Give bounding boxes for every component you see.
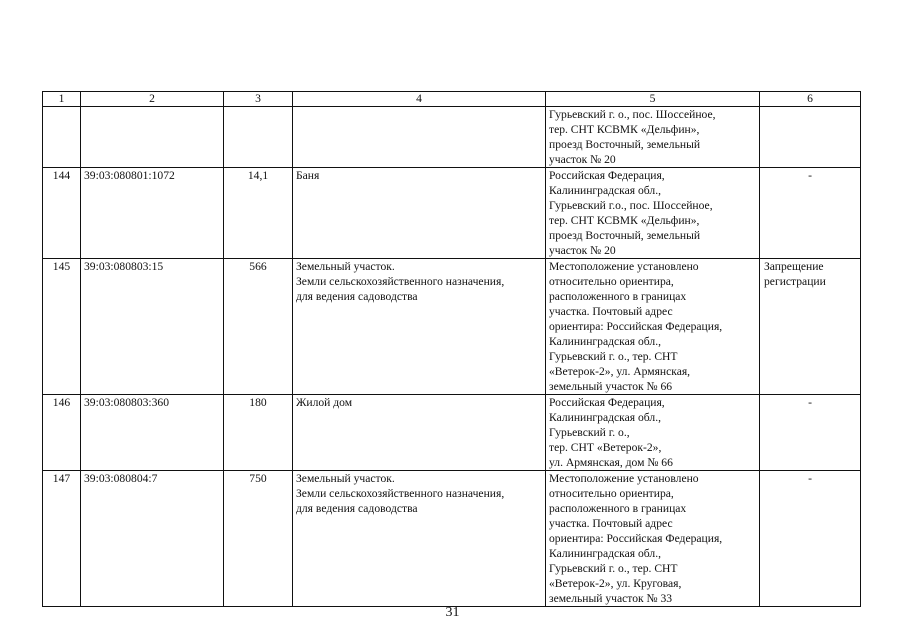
address-line: участок № 20 [549, 153, 616, 166]
area-value: 180 [224, 395, 293, 471]
description-line: Баня [296, 169, 320, 182]
address-line: Калининградская обл., [549, 547, 661, 560]
description-line: Земельный участок. [296, 260, 395, 273]
row-number: 147 [43, 471, 81, 607]
cadastral-number: 39:03:080803:360 [81, 395, 224, 471]
row-number: 144 [43, 168, 81, 259]
address-line: Калининградская обл., [549, 411, 661, 424]
column-number-2: 2 [81, 92, 224, 107]
address-line: земельный участок № 66 [549, 380, 673, 393]
cadastral-number: 39:03:080804:7 [81, 471, 224, 607]
address-line: проезд Восточный, земельный [549, 229, 701, 242]
encumbrance-note [760, 395, 861, 471]
address-line: участка. Почтовый адрес [549, 517, 673, 530]
address-line: Гурьевский г.о., пос. Шоссейное, [549, 199, 713, 212]
object-description [293, 259, 546, 395]
address-line: Гурьевский г. о., тер. СНТ [549, 562, 678, 575]
column-number-header-row [43, 92, 861, 107]
address-line: участка. Почтовый адрес [549, 305, 673, 318]
object-address [546, 471, 760, 607]
row-number: 145 [43, 259, 81, 395]
address-line: Российская Федерация, [549, 396, 665, 409]
object-address [546, 168, 760, 259]
table-body [43, 92, 861, 607]
description-line: для ведения садоводства [296, 290, 418, 303]
address-line: земельный участок № 33 [549, 592, 673, 605]
address-line: Калининградская обл., [549, 335, 661, 348]
object-address [546, 107, 760, 168]
address-line: расположенного в границах [549, 502, 687, 515]
address-line: Гурьевский г. о., тер. СНТ [549, 350, 678, 363]
encumbrance-note [760, 259, 861, 395]
column-number-4: 4 [293, 92, 546, 107]
note-line: - [808, 472, 812, 485]
area-value: 750 [224, 471, 293, 607]
note-line: - [808, 396, 812, 409]
address-line: относительно ориентира, [549, 275, 674, 288]
address-line: ул. Армянская, дом № 66 [549, 456, 673, 469]
cadastral-number: 39:03:080801:1072 [81, 168, 224, 259]
area-value: 566 [224, 259, 293, 395]
cadastral-number [81, 107, 224, 168]
table-row [43, 471, 861, 607]
object-address [546, 395, 760, 471]
description-line: Жилой дом [296, 396, 353, 409]
area-value: 14,1 [224, 168, 293, 259]
column-number-5: 5 [546, 92, 760, 107]
row-number [43, 107, 81, 168]
object-description [293, 471, 546, 607]
cadastral-number: 39:03:080803:15 [81, 259, 224, 395]
address-line: относительно ориентира, [549, 487, 674, 500]
encumbrance-note [760, 107, 861, 168]
description-line: для ведения садоводства [296, 502, 418, 515]
address-line: «Ветерок-2», ул. Армянская, [549, 365, 691, 378]
address-line: Российская Федерация, [549, 169, 665, 182]
address-line: тер. СНТ КСВМК «Дельфин», [549, 214, 700, 227]
description-line: Земли сельскохозяйственного назначения, [296, 275, 505, 288]
note-line: регистрации [764, 275, 826, 288]
page-number: 31 [445, 605, 460, 620]
address-line: проезд Восточный, земельный [549, 138, 701, 151]
table-row [43, 395, 861, 471]
description-line: Земельный участок. [296, 472, 395, 485]
note-line: Запрещение [764, 260, 824, 273]
note-line: - [808, 169, 812, 182]
area-value [224, 107, 293, 168]
description-line: Земли сельскохозяйственного назначения, [296, 487, 505, 500]
table-row [43, 107, 861, 168]
encumbrance-note [760, 471, 861, 607]
column-number-6: 6 [760, 92, 861, 107]
address-line: Гурьевский г. о., пос. Шоссейное, [549, 108, 716, 121]
object-description [293, 107, 546, 168]
address-line: Местоположение установлено [549, 260, 699, 273]
column-number-3: 3 [224, 92, 293, 107]
object-description [293, 168, 546, 259]
address-line: ориентира: Российская Федерация, [549, 320, 723, 333]
object-address [546, 259, 760, 395]
object-description [293, 395, 546, 471]
address-line: Калининградская обл., [549, 184, 661, 197]
table-row [43, 168, 861, 259]
address-line: Гурьевский г. о., [549, 426, 630, 439]
address-line: участок № 20 [549, 244, 616, 257]
address-line: тер. СНТ КСВМК «Дельфин», [549, 123, 700, 136]
address-line: Местоположение установлено [549, 472, 699, 485]
table-row [43, 259, 861, 395]
row-number: 146 [43, 395, 81, 471]
column-number-1: 1 [43, 92, 81, 107]
registry-table [42, 91, 861, 607]
address-line: расположенного в границах [549, 290, 687, 303]
address-line: тер. СНТ «Ветерок-2», [549, 441, 662, 454]
address-line: «Ветерок-2», ул. Круговая, [549, 577, 682, 590]
address-line: ориентира: Российская Федерация, [549, 532, 723, 545]
encumbrance-note [760, 168, 861, 259]
